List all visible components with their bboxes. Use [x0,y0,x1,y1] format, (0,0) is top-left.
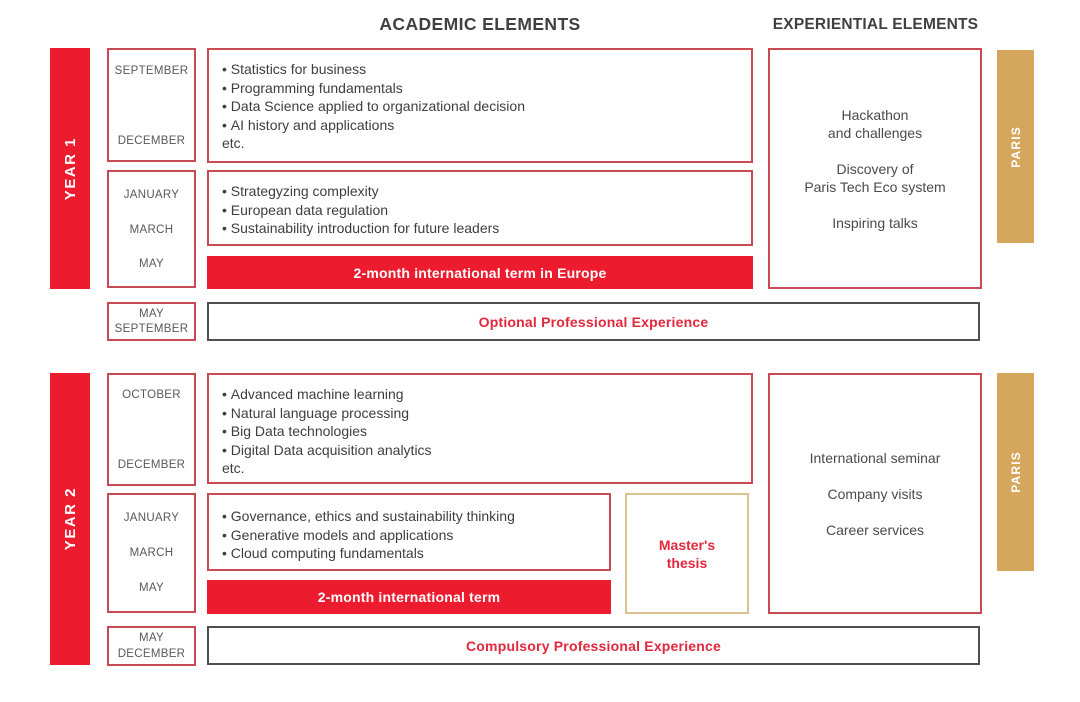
course-item: • Strategyzing complexity [222,182,741,201]
course-item: • AI history and applications [222,116,741,135]
month-label: SEPTEMBER [114,322,189,335]
year2-fall-courses-box [207,373,753,484]
etc-label: etc. [222,460,245,476]
year2-spring-months-box [107,493,196,613]
year1-spring-months-box [107,170,196,288]
academic-elements-header: ACADEMIC ELEMENTS [379,14,581,34]
course-item: • European data regulation [222,201,741,220]
experiential-item: International seminar [809,449,941,466]
year1-experiential-box [768,48,982,289]
year2-paris-label: PARIS [1008,451,1023,493]
year2-international-term-banner: 2-month international term [207,580,611,614]
year2-bar [50,373,90,665]
course-item: • Generative models and applications [222,526,599,545]
masters-thesis-box: Master's thesis [625,493,749,614]
compulsory-professional-experience-box: Compulsory Professional Experience [207,626,980,665]
month-label: SEPTEMBER [114,65,189,77]
year1-fall-months-box [107,48,196,162]
year2-spring-courses-box [207,493,611,571]
course-item: • Sustainability introduction for future leaders [222,219,741,238]
optional-professional-experience-box: Optional Professional Experience [207,302,980,341]
month-label: MARCH [129,223,174,236]
course-item: • Governance, ethics and sustainability thinking [222,507,599,526]
month-label: MAY [139,258,164,270]
course-item: • Data Science applied to organizational decision [222,97,741,116]
year1-international-term-banner: 2-month international term in Europe [207,256,753,289]
month-label: JANUARY [123,189,180,201]
course-item: • Big Data technologies [222,422,741,441]
etc-label: etc. [222,135,245,151]
year1-paris-bar [997,50,1034,243]
month-label: DECEMBER [117,648,186,660]
experiential-item: Career services [825,521,925,538]
month-label: MAY [139,582,164,594]
month-label: JANUARY [123,512,180,524]
year2-paris-bar [997,373,1034,571]
experiential-elements-header: EXPERIENTIAL ELEMENTS [772,16,979,33]
year1-summer-months-box [107,302,196,341]
month-label: OCTOBER [122,389,181,401]
month-label: DECEMBER [117,135,186,147]
year2-fall-months-box [107,373,196,486]
course-item: • Advanced machine learning [222,385,741,404]
experiential-item: Inspiring talks [832,214,918,231]
month-label: MARCH [129,547,174,559]
month-label: MAY [139,307,164,320]
year1-paris-label: PARIS [1008,125,1023,168]
month-label: DECEMBER [117,459,186,471]
experiential-item: Company visits [827,485,923,502]
year1-label: YEAR 1 [61,136,79,201]
experiential-item: Hackathon and challenges [827,106,923,141]
course-item: • Cloud computing fundamentals [222,544,599,563]
year2-summer-months-box [107,626,196,666]
course-item: • Digital Data acquisition analytics [222,441,741,460]
year2-label: YEAR 2 [61,487,79,551]
month-label: MAY [139,632,164,644]
year1-spring-courses-box [207,170,753,246]
course-item: • Statistics for business [222,60,741,79]
year2-experiential-box [768,373,982,614]
year1-fall-courses-box [207,48,753,163]
course-item: • Programming fundamentals [222,79,741,98]
experiential-item: Discovery of Paris Tech Eco system [804,160,946,195]
course-item: • Natural language processing [222,404,741,423]
year1-bar [50,48,90,289]
